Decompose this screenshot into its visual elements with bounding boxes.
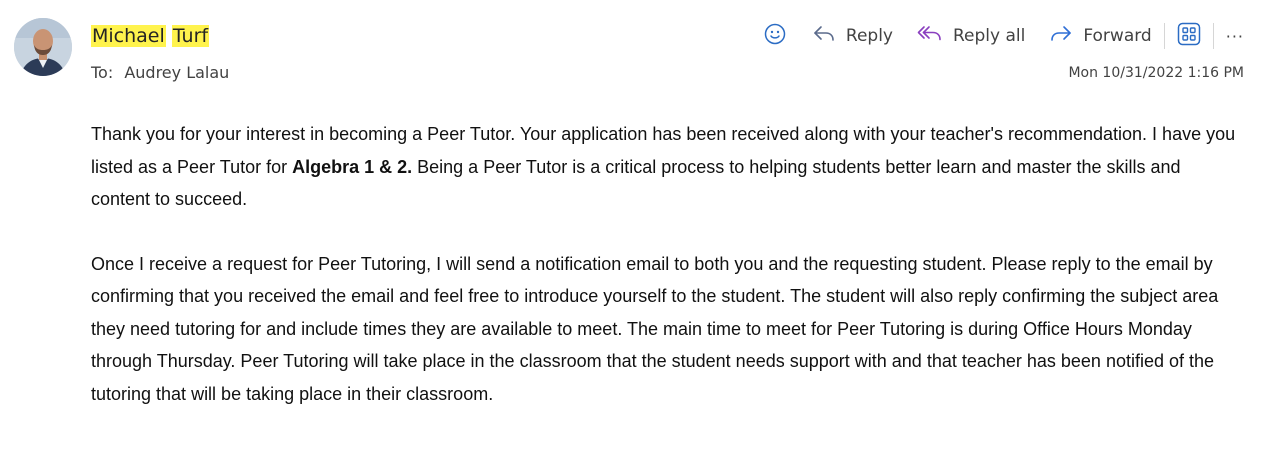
forward-button[interactable] <box>1041 20 1159 52</box>
recipient-name[interactable]: Audrey Lalau <box>124 63 230 82</box>
sender-first-name: Michael <box>92 25 165 47</box>
reply-button[interactable] <box>804 20 901 52</box>
forward-label: Forward <box>1083 26 1152 46</box>
to-label: To: <box>91 63 114 82</box>
course-name: Algebra 1 & 2. <box>292 156 413 177</box>
recipient-line <box>91 61 229 85</box>
reply-all-label: Reply all <box>953 26 1026 46</box>
message-timestamp: Mon 10/31/2022 1:16 PM <box>1068 65 1244 81</box>
more-label: ··· <box>1225 26 1244 46</box>
smiley-icon <box>764 23 786 50</box>
sender-name[interactable] <box>91 22 209 50</box>
reply-all-arrow-icon <box>917 24 943 49</box>
more-actions-button[interactable] <box>1218 20 1252 52</box>
message-paragraph: Once I receive a request for Peer Tutoring, I will send a notification email to both you and the requesting student. Please reply to the email by confirming that you received the email and feel free to introduce yourself to the student. The student will also reply confirming the subject area they need tutoring for and include times they are available to meet. The main time to meet for Peer Tutoring is during Office Hours Monday through Thursday. Peer Tutoring will take place in the classroom that the student needs support with and that teacher has been notified of the tutoring that will be taking place in their classroom. <box>91 253 1219 404</box>
message-body <box>91 118 1241 442</box>
message-toolbar <box>756 20 1252 52</box>
paragraph-1-text-end: Being a Peer Tutor is a critical process to helping students better learn and master the skills and content to succeed. <box>91 156 1181 209</box>
reply-label: Reply <box>845 26 893 46</box>
message-paragraph <box>91 118 1241 216</box>
apps-button[interactable] <box>1169 20 1209 52</box>
apps-grid-icon <box>1177 22 1201 51</box>
sender-last-name: Turf <box>172 25 209 47</box>
toolbar-divider <box>1213 23 1214 49</box>
forward-arrow-icon <box>1049 24 1073 49</box>
reply-arrow-icon <box>812 24 836 49</box>
paragraph-1-text-start: Thank you for your interest in becoming a Peer Tutor. Your application has been received along with your teacher's recommendation. I have you listed as a Peer Tutor for <box>91 124 1236 177</box>
avatar[interactable] <box>14 18 72 76</box>
emoji-reaction-button[interactable] <box>756 20 794 52</box>
reply-all-button[interactable] <box>909 20 1033 52</box>
toolbar-divider <box>1164 23 1165 49</box>
